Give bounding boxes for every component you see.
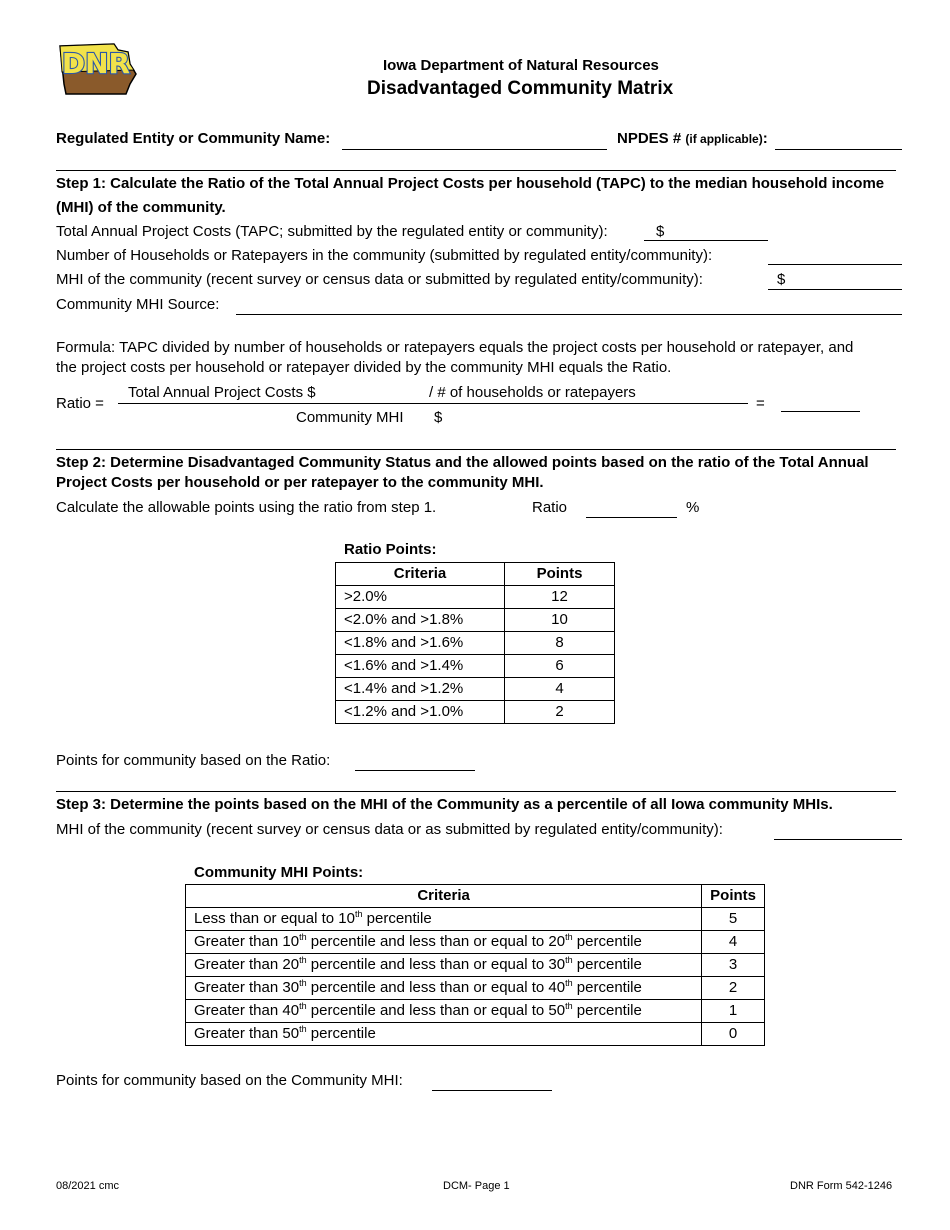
criteria-text: Greater than 20 [194, 956, 300, 973]
points-cell: 8 [505, 632, 615, 655]
table-row [336, 678, 615, 701]
npdes-field[interactable] [775, 149, 902, 150]
ratio-word: Ratio [532, 499, 568, 516]
points-cell: 2 [505, 701, 615, 724]
ordinal-suffix: th [299, 955, 307, 965]
criteria-text: percentile [572, 956, 642, 973]
criteria-text: percentile [306, 1025, 376, 1042]
criteria-text: Greater than 40 [194, 1002, 300, 1019]
ratio-numerator-label: Total Annual Project Costs $ [128, 384, 316, 401]
step1-heading-line2: (MHI) of the community. [56, 199, 226, 216]
points-cell: 3 [702, 954, 765, 977]
points-cell: 6 [505, 655, 615, 678]
ratio-denominator-dollar: $ [434, 409, 443, 426]
mhi-dollar: $ [777, 271, 786, 288]
criteria-cell: <1.2% and >1.0% [336, 701, 505, 724]
table-row [186, 954, 765, 977]
calc-points-label: Calculate the allowable points using the ratio from step 1. [56, 499, 437, 516]
step3-mhi-label: MHI of the community (recent survey or census data or as submitted by regulated entity/community): [56, 821, 723, 838]
table-row [186, 908, 765, 931]
criteria-cell: <2.0% and >1.8% [336, 609, 505, 632]
table-row [186, 977, 765, 1000]
table-row [336, 586, 615, 609]
ordinal-suffix: th [565, 932, 573, 942]
ordinal-suffix: th [565, 978, 573, 988]
dnr-logo [56, 40, 138, 96]
criteria-text: percentile and less than or equal to 30 [306, 956, 566, 973]
table-row [336, 655, 615, 678]
criteria-text: Greater than 30 [194, 979, 300, 996]
criteria-cell [186, 977, 702, 1000]
mhi-source-label: Community MHI Source: [56, 296, 220, 313]
percent-sign: % [686, 499, 700, 516]
table-row [336, 701, 615, 724]
points-cell: 5 [702, 908, 765, 931]
criteria-text: Greater than 50 [194, 1025, 300, 1042]
criteria-text: percentile [572, 1002, 642, 1019]
step3-heading: Step 3: Determine the points based on the MHI of the Community as a percentile of all Iowa community MHIs. [56, 796, 833, 813]
divider [56, 170, 896, 171]
svg-text:DNR: DNR [61, 47, 131, 80]
mhi-points-label: Points for community based on the Community MHI: [56, 1072, 403, 1089]
step1-heading-line1: Step 1: Calculate the Ratio of the Total Annual Project Costs per household (TAPC) to the median household income [56, 175, 885, 192]
mhi-points-table-title: Community MHI Points: [194, 864, 364, 881]
ordinal-suffix: th [565, 955, 573, 965]
table-header-row [186, 885, 765, 908]
points-cell: 4 [702, 931, 765, 954]
criteria-cell [186, 908, 702, 931]
criteria-cell [186, 931, 702, 954]
fraction-bar [118, 403, 748, 404]
criteria-text: percentile [572, 979, 642, 996]
criteria-cell: <1.8% and >1.6% [336, 632, 505, 655]
criteria-text: percentile and less than or equal to 20 [306, 933, 566, 950]
ordinal-suffix: th [299, 978, 307, 988]
footer-date: 08/2021 cmc [56, 1180, 119, 1192]
households-label: Number of Households or Ratepayers in the community (submitted by regulated entity/community): [56, 247, 713, 264]
criteria-text: percentile [362, 910, 432, 927]
ratio-points-table [335, 562, 615, 724]
criteria-cell: >2.0% [336, 586, 505, 609]
npdes-note: (if applicable) [685, 132, 763, 146]
ratio-points-table-title: Ratio Points: [344, 541, 437, 558]
criteria-text: percentile and less than or equal to 40 [306, 979, 566, 996]
tapc-dollar: $ [656, 223, 665, 240]
agency-name: Iowa Department of Natural Resources [383, 57, 659, 74]
tapc-label: Total Annual Project Costs (TAPC; submitted by the regulated entity or community): [56, 223, 608, 240]
ordinal-suffix: th [354, 909, 363, 919]
footer-page: DCM- Page 1 [443, 1180, 510, 1192]
criteria-text: Less than or equal to 10 [194, 910, 355, 927]
points-header: Points [505, 563, 615, 586]
ratio-percent-field[interactable] [586, 517, 677, 518]
criteria-text: percentile [572, 933, 642, 950]
table-row [186, 1000, 765, 1023]
tapc-field[interactable] [644, 240, 768, 241]
entity-name-label: Regulated Entity or Community Name: [56, 130, 331, 147]
ratio-households-divisor: / # of households or ratepayers [429, 384, 636, 401]
step2-heading-line2: Project Costs per household or per ratepayer to the community MHI. [56, 474, 544, 491]
mhi-points-field[interactable] [432, 1090, 552, 1091]
npdes-colon: : [762, 130, 768, 147]
entity-name-field[interactable] [342, 149, 607, 150]
table-row [336, 609, 615, 632]
formula-line1: Formula: TAPC divided by number of households or ratepayers equals the project costs per household or ratepayer, and [56, 339, 854, 356]
criteria-cell [186, 1023, 702, 1046]
step2-heading-line1: Step 2: Determine Disadvantaged Community Status and the allowed points based on the ratio of the Total Annual [56, 454, 869, 471]
mhi-points-table [185, 884, 765, 1046]
ratio-label: Ratio = [56, 395, 104, 412]
divider [56, 791, 896, 792]
criteria-header: Criteria [186, 885, 702, 908]
table-row [186, 1023, 765, 1046]
ratio-points-label: Points for community based on the Ratio: [56, 752, 331, 769]
table-row [186, 931, 765, 954]
ordinal-suffix: th [299, 1001, 307, 1011]
ratio-points-field[interactable] [355, 770, 475, 771]
mhi-label: MHI of the community (recent survey or census data or submitted by regulated entity/community): [56, 271, 703, 288]
points-cell: 10 [505, 609, 615, 632]
ratio-denominator-label: Community MHI [296, 409, 404, 426]
mhi-source-field[interactable] [236, 314, 902, 315]
ratio-result-field[interactable] [781, 411, 860, 412]
page-title: Disadvantaged Community Matrix [367, 78, 674, 99]
criteria-cell: <1.4% and >1.2% [336, 678, 505, 701]
points-cell: 0 [702, 1023, 765, 1046]
npdes-label [617, 130, 768, 147]
ordinal-suffix: th [299, 1024, 307, 1034]
mhi-field[interactable] [768, 289, 902, 290]
points-cell: 4 [505, 678, 615, 701]
table-row [336, 632, 615, 655]
divider [56, 449, 896, 450]
criteria-text: percentile and less than or equal to 50 [306, 1002, 566, 1019]
criteria-text: Greater than 10 [194, 933, 300, 950]
criteria-cell [186, 954, 702, 977]
points-cell: 1 [702, 1000, 765, 1023]
points-cell: 2 [702, 977, 765, 1000]
points-header: Points [702, 885, 765, 908]
footer-form-number: DNR Form 542-1246 [790, 1180, 893, 1192]
points-cell: 12 [505, 586, 615, 609]
ordinal-suffix: th [299, 932, 307, 942]
households-field[interactable] [768, 264, 902, 265]
criteria-cell [186, 1000, 702, 1023]
criteria-header: Criteria [336, 563, 505, 586]
formula-line2: the project costs per household or ratepayer divided by the community MHI equals the Ratio. [56, 359, 672, 376]
npdes-label-text: NPDES # [617, 130, 682, 147]
table-header-row [336, 563, 615, 586]
ratio-equals: = [756, 395, 765, 412]
criteria-cell: <1.6% and >1.4% [336, 655, 505, 678]
step3-mhi-field[interactable] [774, 839, 902, 840]
ordinal-suffix: th [565, 1001, 573, 1011]
